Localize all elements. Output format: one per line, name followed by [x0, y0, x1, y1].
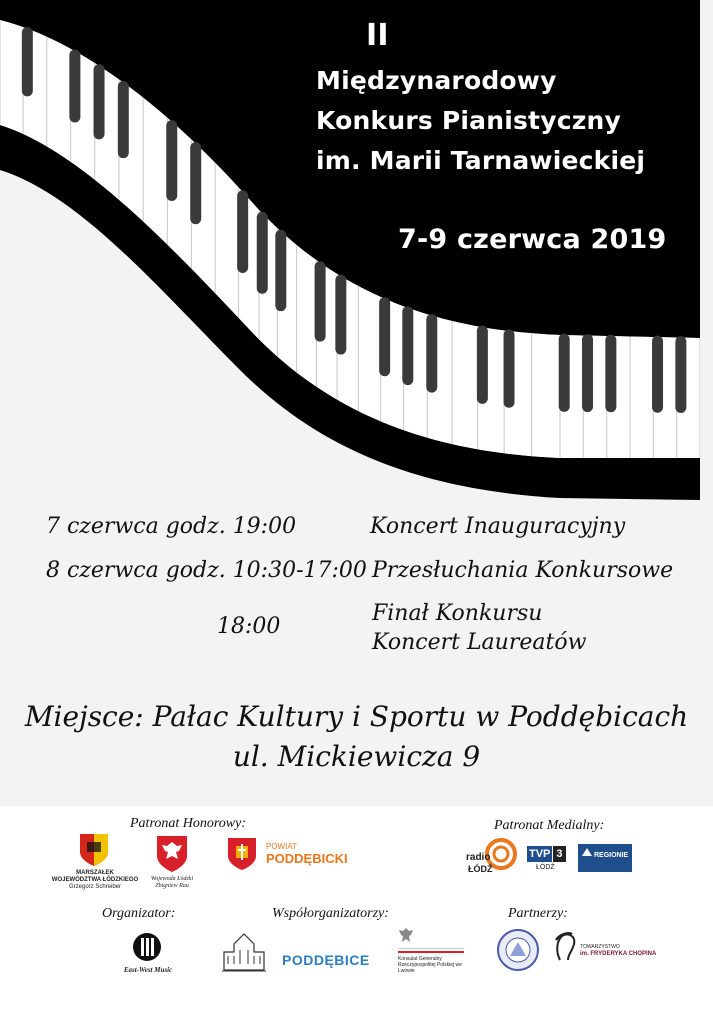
polish-eagle-icon [155, 834, 189, 874]
consulate-eagle-icon [398, 926, 414, 946]
chopin-society-name: im. FRYDERYKA CHOPINA [580, 951, 657, 957]
voivode-name: Zbigniew Rau [155, 883, 189, 889]
marshal-region: WOJEWÓDZTWA ŁÓDZKIEGO [51, 877, 139, 883]
schedule-day-2-event: Przesłuchania Konkursowe [372, 558, 674, 583]
title-line-3: im. Marii Tarnawieckiej [316, 146, 646, 175]
venue-address: ul. Mickiewicza 9 [232, 740, 481, 773]
partner-emblem-icon [496, 928, 540, 972]
marshal-name: Grzegorz Schreiber [68, 884, 122, 890]
radio-label: radio [466, 852, 491, 863]
schedule-day-2-time: 8 czerwca godz. 10:30-17:00 [46, 558, 367, 583]
tvp3-logo [527, 846, 567, 862]
region-label: REGIONIE [594, 852, 629, 859]
schedule-day-1-time: 7 czerwca godz. 19:00 [46, 514, 297, 539]
schedule-final-time: 18:00 [217, 614, 281, 639]
organizer-label: Organizator: [102, 906, 176, 921]
poddebice-logo: PODDĘBICE [282, 952, 370, 968]
sponsors-section [0, 806, 713, 1024]
radio-city: ŁÓDŹ [468, 864, 493, 874]
marshal-title: MARSZAŁEK [76, 870, 114, 876]
chopin-portrait-icon [550, 930, 580, 964]
flag-stripe [398, 948, 464, 953]
palace-drawing-icon [220, 930, 268, 974]
lodzkie-coat-of-arms-icon [78, 832, 110, 868]
schedule-final-event: Finał Konkursu [372, 601, 543, 626]
honorary-patronage-label: Patronat Honorowy: [130, 816, 247, 831]
edition-number: II [366, 18, 389, 53]
media-patronage-label: Patronat Medialny: [494, 818, 605, 833]
tvp-number: 3 [553, 846, 565, 862]
powiat-coat-of-arms-icon [226, 836, 258, 872]
coorganizers-label: Współorganizatorzy: [272, 906, 389, 921]
schedule-day-1-event: Koncert Inauguracyjny [370, 514, 626, 539]
boat-icon [582, 848, 592, 856]
title-line-1: Międzynarodowy [316, 66, 557, 95]
east-west-music-logo-icon [132, 932, 162, 962]
powiat-label: POWIAT [266, 842, 297, 851]
voivode-title: Wojewoda Łódzki [150, 876, 194, 882]
schedule-laureates-concert: Koncert Laureatów [372, 630, 587, 655]
consulate-name: Konsulat Generalny Rzeczypospolitej Polskiej we Lwowie [398, 956, 462, 974]
partners-label: Partnerzy: [508, 906, 568, 921]
region-logo [578, 844, 632, 872]
title-line-2: Konkurs Pianistyczny [316, 106, 621, 135]
event-dates: 7-9 czerwca 2019 [398, 224, 667, 255]
chopin-society-label: TOWARZYSTWO [580, 944, 620, 950]
tvp-city: ŁÓDŹ [536, 864, 555, 871]
east-west-name: East-West Music [123, 966, 173, 974]
tvp-label: TVP [529, 848, 551, 860]
venue-name: Miejsce: Pałac Kultury i Sportu w Poddębicach [24, 700, 689, 733]
powiat-name: PODDĘBICKI [266, 851, 348, 866]
